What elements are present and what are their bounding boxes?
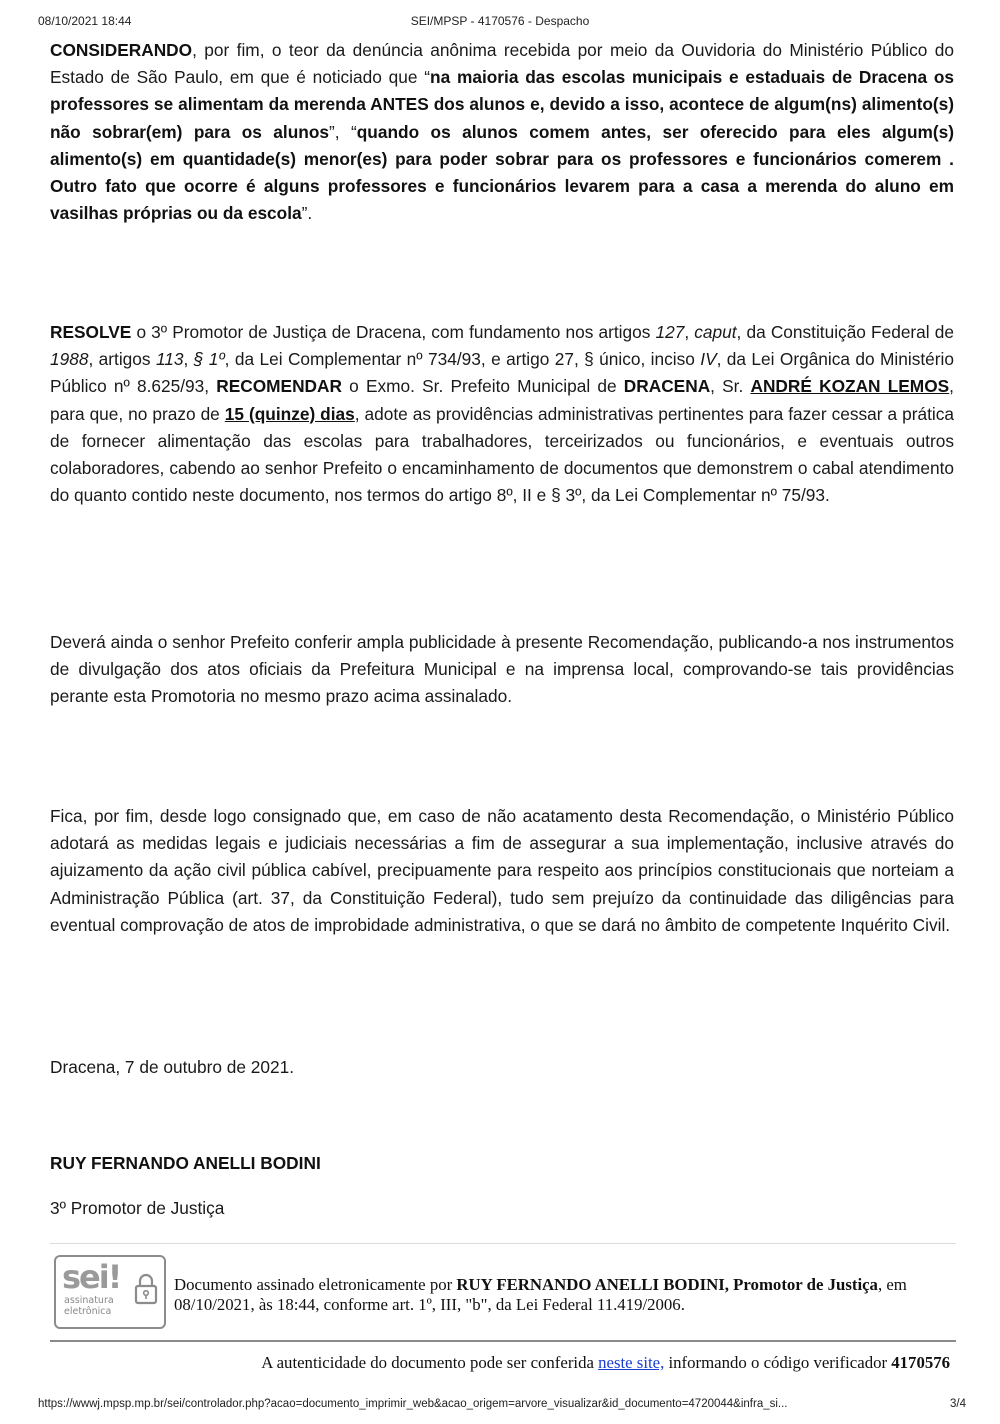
divider	[50, 1243, 956, 1244]
print-header	[0, 14, 1000, 30]
page-number: 3/4	[950, 1398, 966, 1410]
mayor-name: ANDRÉ KOZAN LEMOS	[750, 376, 950, 397]
resolve-lead: RESOLVE	[50, 322, 132, 342]
sei-badge-caption: assinatura eletrônica	[64, 1295, 114, 1317]
municipality-name: DRACENA	[623, 376, 711, 397]
print-title: SEI/MPSP - 4170576 - Despacho	[410, 14, 590, 28]
divider	[50, 1340, 956, 1342]
signature-signer: RUY FERNANDO ANELLI BODINI, Promotor de Justiça	[456, 1275, 878, 1294]
verification-line: A autenticidade do documento pode ser conferida neste site, informando o código verificador 4170576	[261, 1353, 950, 1372]
verification-site-link[interactable]: neste site,	[598, 1353, 665, 1372]
paragraph-resolve: RESOLVE o 3º Promotor de Justiça de Dracena, com fundamento nos artigos 127, caput, da Constituição Federal de 1988, artigos 113, § 1º, da Lei Complementar nº 734/93, e artigo 27, § único, inciso IV, da Lei Orgânica do Ministério Público nº 8.625/93, RECOMENDAR o Exmo. Sr. Prefeito Municipal de DRACENA, Sr. ANDRÉ KOZAN LEMOS, para que, no prazo de 15 (quinze) dias, adote as providências administrativas pertinentes para fazer cessar a prática de fornecer alimentação das escolas para trabalhadores, terceirizados ou funcionários, e eventuais outros colaboradores, cabendo ao senhor Prefeito o encaminhamento de documentos que demonstrem o cabal atendimento do quanto contido neste documento, nos termos do artigo 8º, II e § 3º, da Lei Complementar nº 75/93.	[50, 322, 954, 506]
lock-icon	[134, 1271, 158, 1305]
complaint-quote-1: na maioria das escolas municipais e estaduais de Dracena os professores se alimentam da merenda ANTES dos alunos e, devido a isso, acontece de algum(ns) alimento(s) não sobrar(em) para os alunos	[50, 67, 955, 142]
print-datetime: 08/10/2021 18:44	[38, 14, 132, 28]
recomendar-keyword: RECOMENDAR	[216, 376, 342, 397]
signer-name: RUY FERNANDO ANELLI BODINI	[50, 1153, 321, 1173]
sei-logo: sei!	[62, 1258, 121, 1296]
place-and-date: Dracena, 7 de outubro de 2021.	[50, 1057, 295, 1077]
sei-signature-badge	[54, 1255, 166, 1329]
print-url: https://wwwj.mpsp.mp.br/sei/controlador.php?acao=documento_imprimir_web&acao_origem=arvore_visualizar&id_documento=4720044&infra_si...	[38, 1398, 788, 1410]
deadline: 15 (quinze) dias	[224, 403, 355, 424]
verification-code: 4170576	[891, 1353, 950, 1372]
signer-role: 3º Promotor de Justiça	[50, 1198, 225, 1218]
paragraph-considerando: CONSIDERANDO, por fim, o teor da denúncia anônima recebida por meio da Ouvidoria do Ministério Público do Estado de São Paulo, em que é noticiado que “na maioria das escolas municipais e estaduais de Dracena os professores se alimentam da merenda ANTES dos alunos e, devido a isso, acontece de algum(ns) alimento(s) não sobrar(em) para os alunos”, “quando os alunos comem antes, ser oferecido para eles algum(s) alimento(s) em quantidade(s) menor(es) para poder sobrar para os professores e funcionários comerem . Outro fato que ocorre é alguns professores e funcionários levarem para a casa a merenda do aluno em vasilhas próprias ou da escola”.	[50, 40, 955, 224]
electronic-signature-text: Documento assinado eletronicamente por RUY FERNANDO ANELLI BODINI, Promotor de Justiça, em 08/10/2021, às 18:44, conforme art. 1º, III, "b", da Lei Federal 11.419/2006.	[174, 1275, 907, 1314]
paragraph-devera: Deverá ainda o senhor Prefeito conferir ampla publicidade à presente Recomendação, publicando-a nos instrumentos de divulgação dos atos oficiais da Prefeitura Municipal e na imprensa local, comprovando-se tais providências perante esta Promotoria no mesmo prazo acima assinalado.	[50, 632, 954, 707]
complaint-quote-2: quando os alunos comem antes, ser oferecido para eles algum(s) alimento(s) em quantidade(s) menor(es) para poder sobrar para os professores e funcionários comerem . Outro fato que ocorre é alguns professores e funcionários levarem para a casa a merenda do aluno em vasilhas próprias ou da escola	[50, 121, 955, 224]
considerando-lead: CONSIDERANDO	[50, 40, 193, 60]
paragraph-fica: Fica, por fim, desde logo consignado que, em caso de não acatamento desta Recomendação, o Ministério Público adotará as medidas legais e judiciais necessárias a fim de assegurar a sua implementação, inclusive através do ajuizamento da ação civil pública cabível, precipuamente para respeito aos princípios constitucionais que norteiam a Administração Pública (art. 37, da Constituição Federal), tudo sem prejuízo da continuidade das diligências para eventual comprovação de atos de improbidade administrativa, o que se dará no âmbito de competente Inquérito Civil.	[50, 806, 954, 935]
